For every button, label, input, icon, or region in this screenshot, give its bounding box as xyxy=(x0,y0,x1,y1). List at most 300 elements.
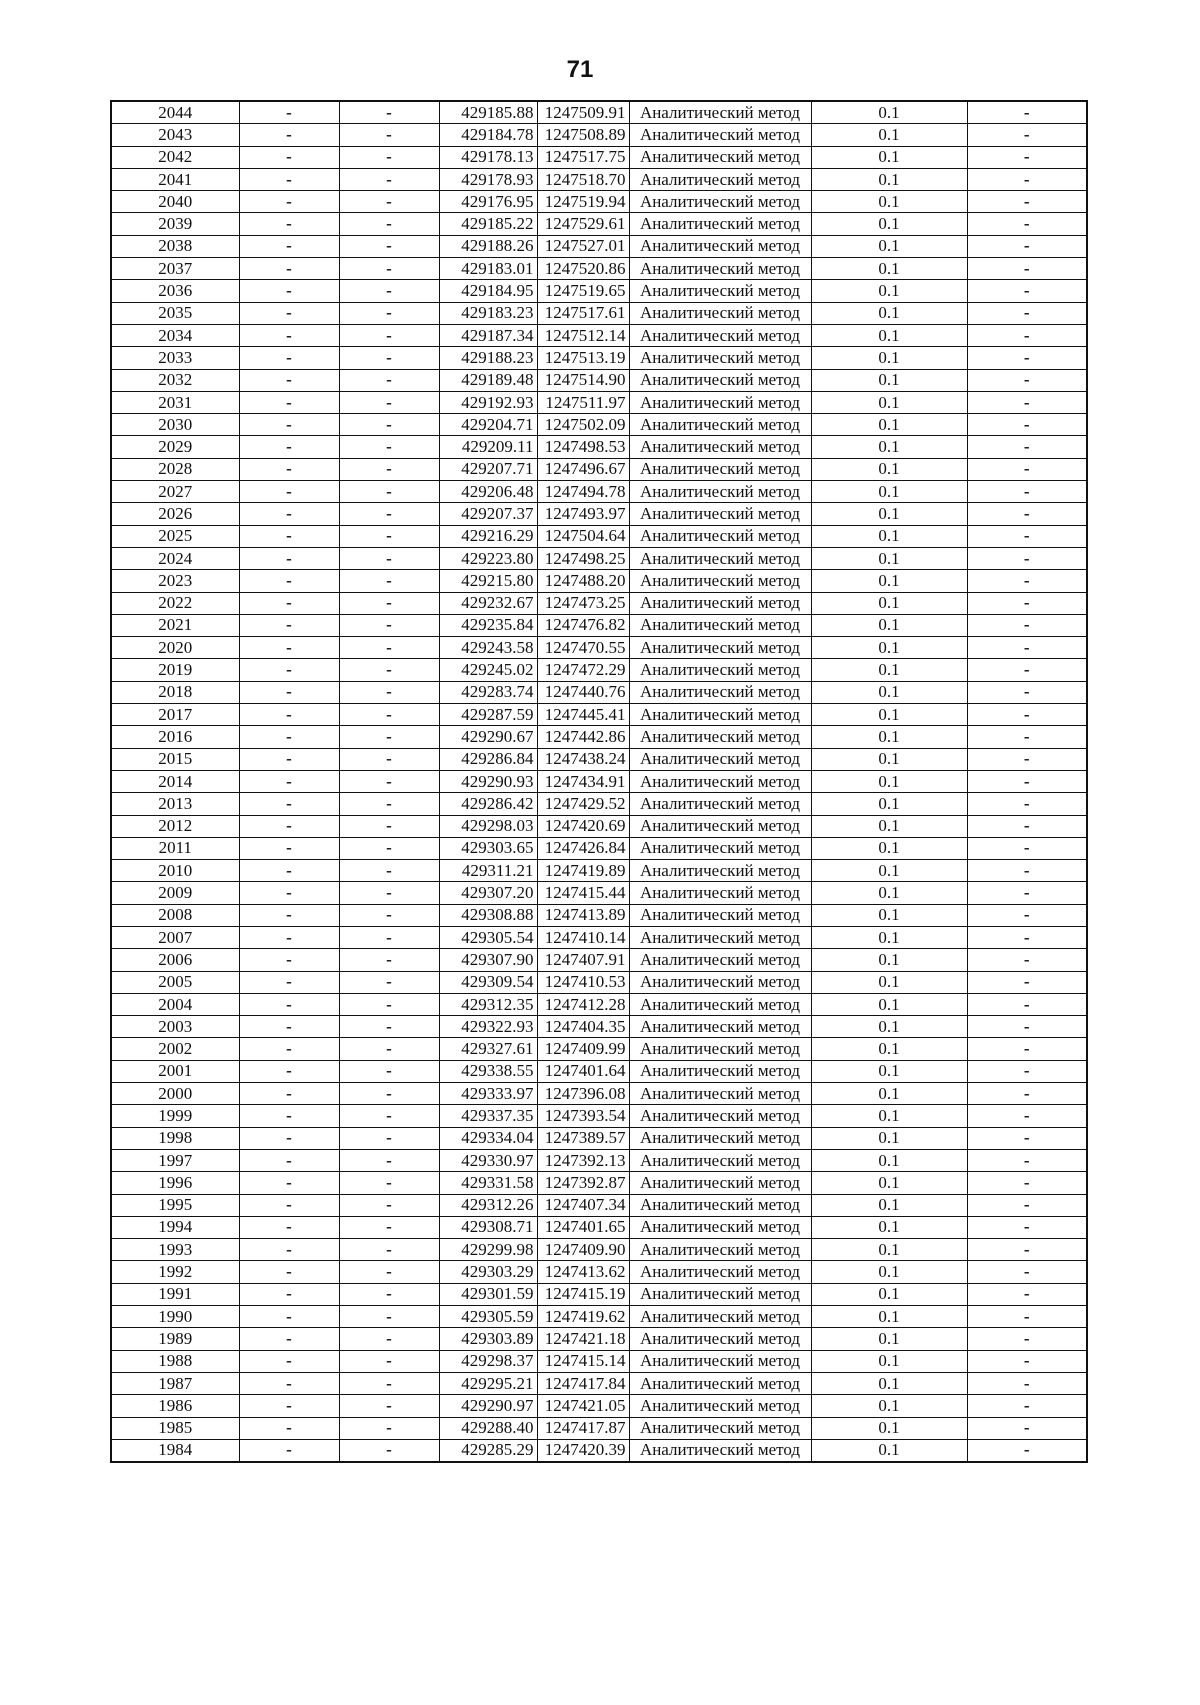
empty-dash-cell: - xyxy=(339,882,439,904)
empty-dash-cell: - xyxy=(339,391,439,413)
method-cell: Аналитический метод xyxy=(629,481,811,503)
empty-dash-cell: - xyxy=(967,704,1087,726)
coordinate-x-cell: 429223.80 xyxy=(439,547,537,569)
accuracy-cell: 0.1 xyxy=(811,1350,967,1372)
coordinate-y-cell: 1247412.28 xyxy=(537,993,629,1015)
method-cell: Аналитический метод xyxy=(629,971,811,993)
table-row xyxy=(111,1372,1087,1394)
table-row xyxy=(111,659,1087,681)
empty-dash-cell: - xyxy=(967,1328,1087,1350)
empty-dash-cell: - xyxy=(967,369,1087,391)
empty-dash-cell: - xyxy=(967,146,1087,168)
coordinate-x-cell: 429286.42 xyxy=(439,793,537,815)
empty-dash-cell: - xyxy=(339,659,439,681)
coordinate-y-cell: 1247421.05 xyxy=(537,1395,629,1417)
empty-dash-cell: - xyxy=(339,837,439,859)
empty-dash-cell: - xyxy=(239,592,339,614)
empty-dash-cell: - xyxy=(967,659,1087,681)
empty-dash-cell: - xyxy=(239,1172,339,1194)
coordinate-x-cell: 429188.23 xyxy=(439,347,537,369)
table-row xyxy=(111,213,1087,235)
accuracy-cell: 0.1 xyxy=(811,993,967,1015)
coordinate-x-cell: 429338.55 xyxy=(439,1060,537,1082)
empty-dash-cell: - xyxy=(339,1105,439,1127)
method-cell: Аналитический метод xyxy=(629,1172,811,1194)
table-row xyxy=(111,748,1087,770)
coordinate-x-cell: 429184.78 xyxy=(439,124,537,146)
empty-dash-cell: - xyxy=(967,1083,1087,1105)
coordinate-y-cell: 1247434.91 xyxy=(537,770,629,792)
empty-dash-cell: - xyxy=(239,570,339,592)
empty-dash-cell: - xyxy=(339,235,439,257)
empty-dash-cell: - xyxy=(339,280,439,302)
method-cell: Аналитический метод xyxy=(629,1216,811,1238)
empty-dash-cell: - xyxy=(239,1216,339,1238)
empty-dash-cell: - xyxy=(967,1194,1087,1216)
empty-dash-cell: - xyxy=(239,1127,339,1149)
accuracy-cell: 0.1 xyxy=(811,280,967,302)
method-cell: Аналитический метод xyxy=(629,1306,811,1328)
point-number-cell: 2033 xyxy=(111,347,239,369)
empty-dash-cell: - xyxy=(967,592,1087,614)
point-number-cell: 2042 xyxy=(111,146,239,168)
accuracy-cell: 0.1 xyxy=(811,168,967,190)
empty-dash-cell: - xyxy=(967,1417,1087,1439)
method-cell: Аналитический метод xyxy=(629,882,811,904)
coordinate-y-cell: 1247419.89 xyxy=(537,860,629,882)
empty-dash-cell: - xyxy=(967,280,1087,302)
empty-dash-cell: - xyxy=(339,347,439,369)
table-row xyxy=(111,1283,1087,1305)
empty-dash-cell: - xyxy=(239,860,339,882)
point-number-cell: 2017 xyxy=(111,704,239,726)
point-number-cell: 2019 xyxy=(111,659,239,681)
coordinate-x-cell: 429311.21 xyxy=(439,860,537,882)
accuracy-cell: 0.1 xyxy=(811,1194,967,1216)
table-row xyxy=(111,481,1087,503)
accuracy-cell: 0.1 xyxy=(811,1038,967,1060)
empty-dash-cell: - xyxy=(239,1038,339,1060)
method-cell: Аналитический метод xyxy=(629,1283,811,1305)
table-row xyxy=(111,614,1087,636)
accuracy-cell: 0.1 xyxy=(811,369,967,391)
table-row xyxy=(111,503,1087,525)
empty-dash-cell: - xyxy=(967,191,1087,213)
method-cell: Аналитический метод xyxy=(629,369,811,391)
table-row xyxy=(111,860,1087,882)
point-number-cell: 1990 xyxy=(111,1306,239,1328)
method-cell: Аналитический метод xyxy=(629,168,811,190)
coordinate-x-cell: 429298.03 xyxy=(439,815,537,837)
empty-dash-cell: - xyxy=(239,503,339,525)
empty-dash-cell: - xyxy=(339,1283,439,1305)
coordinates-table xyxy=(110,100,1088,1463)
empty-dash-cell: - xyxy=(967,547,1087,569)
coordinate-y-cell: 1247445.41 xyxy=(537,704,629,726)
table-row xyxy=(111,1172,1087,1194)
point-number-cell: 1998 xyxy=(111,1127,239,1149)
table-row xyxy=(111,191,1087,213)
coordinates-table-wrapper xyxy=(110,100,1088,1463)
table-row xyxy=(111,1038,1087,1060)
accuracy-cell: 0.1 xyxy=(811,704,967,726)
accuracy-cell: 0.1 xyxy=(811,1083,967,1105)
accuracy-cell: 0.1 xyxy=(811,302,967,324)
accuracy-cell: 0.1 xyxy=(811,1328,967,1350)
coordinate-x-cell: 429216.29 xyxy=(439,525,537,547)
coordinate-y-cell: 1247393.54 xyxy=(537,1105,629,1127)
coordinate-x-cell: 429183.01 xyxy=(439,258,537,280)
coordinate-x-cell: 429178.93 xyxy=(439,168,537,190)
method-cell: Аналитический метод xyxy=(629,235,811,257)
empty-dash-cell: - xyxy=(967,949,1087,971)
method-cell: Аналитический метод xyxy=(629,258,811,280)
empty-dash-cell: - xyxy=(967,1216,1087,1238)
coordinate-x-cell: 429322.93 xyxy=(439,1016,537,1038)
point-number-cell: 1995 xyxy=(111,1194,239,1216)
empty-dash-cell: - xyxy=(239,681,339,703)
coordinate-x-cell: 429283.74 xyxy=(439,681,537,703)
table-row xyxy=(111,882,1087,904)
empty-dash-cell: - xyxy=(339,949,439,971)
coordinate-y-cell: 1247442.86 xyxy=(537,726,629,748)
empty-dash-cell: - xyxy=(967,971,1087,993)
coordinate-y-cell: 1247415.44 xyxy=(537,882,629,904)
point-number-cell: 2024 xyxy=(111,547,239,569)
accuracy-cell: 0.1 xyxy=(811,1372,967,1394)
empty-dash-cell: - xyxy=(339,1083,439,1105)
empty-dash-cell: - xyxy=(339,1306,439,1328)
table-row xyxy=(111,1439,1087,1462)
point-number-cell: 1997 xyxy=(111,1149,239,1171)
empty-dash-cell: - xyxy=(339,815,439,837)
empty-dash-cell: - xyxy=(239,1060,339,1082)
point-number-cell: 2008 xyxy=(111,904,239,926)
coordinate-y-cell: 1247529.61 xyxy=(537,213,629,235)
coordinate-y-cell: 1247476.82 xyxy=(537,614,629,636)
empty-dash-cell: - xyxy=(339,1328,439,1350)
coordinate-y-cell: 1247498.53 xyxy=(537,436,629,458)
coordinate-x-cell: 429305.59 xyxy=(439,1306,537,1328)
accuracy-cell: 0.1 xyxy=(811,1149,967,1171)
empty-dash-cell: - xyxy=(239,1083,339,1105)
point-number-cell: 2041 xyxy=(111,168,239,190)
coordinate-y-cell: 1247409.99 xyxy=(537,1038,629,1060)
point-number-cell: 2018 xyxy=(111,681,239,703)
accuracy-cell: 0.1 xyxy=(811,1239,967,1261)
empty-dash-cell: - xyxy=(239,637,339,659)
empty-dash-cell: - xyxy=(239,258,339,280)
coordinate-x-cell: 429305.54 xyxy=(439,926,537,948)
table-row xyxy=(111,1194,1087,1216)
method-cell: Аналитический метод xyxy=(629,391,811,413)
empty-dash-cell: - xyxy=(967,770,1087,792)
method-cell: Аналитический метод xyxy=(629,860,811,882)
accuracy-cell: 0.1 xyxy=(811,436,967,458)
empty-dash-cell: - xyxy=(339,525,439,547)
point-number-cell: 2031 xyxy=(111,391,239,413)
empty-dash-cell: - xyxy=(339,1350,439,1372)
accuracy-cell: 0.1 xyxy=(811,1060,967,1082)
method-cell: Аналитический метод xyxy=(629,614,811,636)
empty-dash-cell: - xyxy=(339,481,439,503)
empty-dash-cell: - xyxy=(967,101,1087,124)
coordinate-y-cell: 1247494.78 xyxy=(537,481,629,503)
method-cell: Аналитический метод xyxy=(629,1038,811,1060)
method-cell: Аналитический метод xyxy=(629,570,811,592)
method-cell: Аналитический метод xyxy=(629,904,811,926)
empty-dash-cell: - xyxy=(967,1105,1087,1127)
empty-dash-cell: - xyxy=(339,860,439,882)
method-cell: Аналитический метод xyxy=(629,280,811,302)
empty-dash-cell: - xyxy=(239,614,339,636)
empty-dash-cell: - xyxy=(239,414,339,436)
empty-dash-cell: - xyxy=(239,101,339,124)
empty-dash-cell: - xyxy=(339,793,439,815)
empty-dash-cell: - xyxy=(339,1417,439,1439)
table-row xyxy=(111,971,1087,993)
accuracy-cell: 0.1 xyxy=(811,235,967,257)
point-number-cell: 2021 xyxy=(111,614,239,636)
coordinate-y-cell: 1247440.76 xyxy=(537,681,629,703)
coordinate-y-cell: 1247519.65 xyxy=(537,280,629,302)
accuracy-cell: 0.1 xyxy=(811,414,967,436)
coordinate-y-cell: 1247429.52 xyxy=(537,793,629,815)
empty-dash-cell: - xyxy=(967,860,1087,882)
table-row xyxy=(111,770,1087,792)
empty-dash-cell: - xyxy=(339,1239,439,1261)
coordinate-x-cell: 429285.29 xyxy=(439,1439,537,1462)
coordinate-x-cell: 429290.93 xyxy=(439,770,537,792)
empty-dash-cell: - xyxy=(339,1216,439,1238)
empty-dash-cell: - xyxy=(339,1372,439,1394)
method-cell: Аналитический метод xyxy=(629,1127,811,1149)
table-row xyxy=(111,949,1087,971)
empty-dash-cell: - xyxy=(339,146,439,168)
coordinate-y-cell: 1247493.97 xyxy=(537,503,629,525)
empty-dash-cell: - xyxy=(967,748,1087,770)
coordinate-y-cell: 1247509.91 xyxy=(537,101,629,124)
method-cell: Аналитический метод xyxy=(629,458,811,480)
coordinate-x-cell: 429288.40 xyxy=(439,1417,537,1439)
method-cell: Аналитический метод xyxy=(629,1016,811,1038)
table-row xyxy=(111,280,1087,302)
empty-dash-cell: - xyxy=(967,993,1087,1015)
coordinate-x-cell: 429327.61 xyxy=(439,1038,537,1060)
coordinate-y-cell: 1247415.19 xyxy=(537,1283,629,1305)
table-row xyxy=(111,458,1087,480)
table-row xyxy=(111,904,1087,926)
method-cell: Аналитический метод xyxy=(629,637,811,659)
coordinate-x-cell: 429333.97 xyxy=(439,1083,537,1105)
point-number-cell: 2027 xyxy=(111,481,239,503)
table-row xyxy=(111,726,1087,748)
point-number-cell: 2015 xyxy=(111,748,239,770)
table-row xyxy=(111,324,1087,346)
point-number-cell: 1985 xyxy=(111,1417,239,1439)
empty-dash-cell: - xyxy=(239,882,339,904)
point-number-cell: 2014 xyxy=(111,770,239,792)
method-cell: Аналитический метод xyxy=(629,1261,811,1283)
empty-dash-cell: - xyxy=(239,949,339,971)
empty-dash-cell: - xyxy=(239,1328,339,1350)
empty-dash-cell: - xyxy=(967,614,1087,636)
accuracy-cell: 0.1 xyxy=(811,793,967,815)
empty-dash-cell: - xyxy=(967,1038,1087,1060)
coordinate-y-cell: 1247401.65 xyxy=(537,1216,629,1238)
empty-dash-cell: - xyxy=(967,302,1087,324)
table-row xyxy=(111,1239,1087,1261)
method-cell: Аналитический метод xyxy=(629,525,811,547)
coordinate-y-cell: 1247513.19 xyxy=(537,347,629,369)
table-row xyxy=(111,993,1087,1015)
empty-dash-cell: - xyxy=(239,280,339,302)
table-row xyxy=(111,391,1087,413)
method-cell: Аналитический метод xyxy=(629,213,811,235)
accuracy-cell: 0.1 xyxy=(811,614,967,636)
empty-dash-cell: - xyxy=(239,926,339,948)
coordinate-x-cell: 429287.59 xyxy=(439,704,537,726)
empty-dash-cell: - xyxy=(239,302,339,324)
table-row xyxy=(111,1016,1087,1038)
accuracy-cell: 0.1 xyxy=(811,637,967,659)
accuracy-cell: 0.1 xyxy=(811,391,967,413)
coordinate-y-cell: 1247409.90 xyxy=(537,1239,629,1261)
coordinate-x-cell: 429207.37 xyxy=(439,503,537,525)
coordinate-x-cell: 429183.23 xyxy=(439,302,537,324)
point-number-cell: 2004 xyxy=(111,993,239,1015)
table-row xyxy=(111,592,1087,614)
empty-dash-cell: - xyxy=(239,324,339,346)
method-cell: Аналитический метод xyxy=(629,1083,811,1105)
coordinate-x-cell: 429184.95 xyxy=(439,280,537,302)
empty-dash-cell: - xyxy=(967,726,1087,748)
coordinate-x-cell: 429204.71 xyxy=(439,414,537,436)
empty-dash-cell: - xyxy=(967,258,1087,280)
method-cell: Аналитический метод xyxy=(629,436,811,458)
coordinate-x-cell: 429187.34 xyxy=(439,324,537,346)
empty-dash-cell: - xyxy=(239,124,339,146)
point-number-cell: 1991 xyxy=(111,1283,239,1305)
table-row xyxy=(111,570,1087,592)
coordinate-y-cell: 1247404.35 xyxy=(537,1016,629,1038)
table-row xyxy=(111,235,1087,257)
method-cell: Аналитический метод xyxy=(629,414,811,436)
point-number-cell: 2034 xyxy=(111,324,239,346)
empty-dash-cell: - xyxy=(239,436,339,458)
empty-dash-cell: - xyxy=(339,503,439,525)
method-cell: Аналитический метод xyxy=(629,1417,811,1439)
empty-dash-cell: - xyxy=(239,1283,339,1305)
accuracy-cell: 0.1 xyxy=(811,258,967,280)
empty-dash-cell: - xyxy=(967,347,1087,369)
accuracy-cell: 0.1 xyxy=(811,1395,967,1417)
accuracy-cell: 0.1 xyxy=(811,1216,967,1238)
accuracy-cell: 0.1 xyxy=(811,1127,967,1149)
coordinate-y-cell: 1247514.90 xyxy=(537,369,629,391)
empty-dash-cell: - xyxy=(967,1306,1087,1328)
coordinate-y-cell: 1247527.01 xyxy=(537,235,629,257)
accuracy-cell: 0.1 xyxy=(811,971,967,993)
empty-dash-cell: - xyxy=(967,436,1087,458)
empty-dash-cell: - xyxy=(239,837,339,859)
accuracy-cell: 0.1 xyxy=(811,481,967,503)
empty-dash-cell: - xyxy=(967,124,1087,146)
page-number: 71 xyxy=(566,56,594,83)
empty-dash-cell: - xyxy=(967,414,1087,436)
empty-dash-cell: - xyxy=(239,1350,339,1372)
accuracy-cell: 0.1 xyxy=(811,458,967,480)
accuracy-cell: 0.1 xyxy=(811,213,967,235)
table-row xyxy=(111,258,1087,280)
method-cell: Аналитический метод xyxy=(629,993,811,1015)
empty-dash-cell: - xyxy=(339,926,439,948)
accuracy-cell: 0.1 xyxy=(811,726,967,748)
table-body xyxy=(111,101,1087,1462)
empty-dash-cell: - xyxy=(967,1395,1087,1417)
empty-dash-cell: - xyxy=(239,547,339,569)
table-row xyxy=(111,124,1087,146)
method-cell: Аналитический метод xyxy=(629,949,811,971)
empty-dash-cell: - xyxy=(239,1395,339,1417)
empty-dash-cell: - xyxy=(239,146,339,168)
coordinate-x-cell: 429192.93 xyxy=(439,391,537,413)
coordinate-x-cell: 429337.35 xyxy=(439,1105,537,1127)
empty-dash-cell: - xyxy=(339,592,439,614)
method-cell: Аналитический метод xyxy=(629,503,811,525)
table-row xyxy=(111,1127,1087,1149)
point-number-cell: 1992 xyxy=(111,1261,239,1283)
table-row xyxy=(111,637,1087,659)
point-number-cell: 2010 xyxy=(111,860,239,882)
table-row xyxy=(111,704,1087,726)
empty-dash-cell: - xyxy=(239,704,339,726)
point-number-cell: 2039 xyxy=(111,213,239,235)
coordinate-y-cell: 1247473.25 xyxy=(537,592,629,614)
empty-dash-cell: - xyxy=(339,681,439,703)
empty-dash-cell: - xyxy=(339,213,439,235)
empty-dash-cell: - xyxy=(339,1395,439,1417)
empty-dash-cell: - xyxy=(967,637,1087,659)
empty-dash-cell: - xyxy=(339,258,439,280)
point-number-cell: 2007 xyxy=(111,926,239,948)
table-row xyxy=(111,414,1087,436)
method-cell: Аналитический метод xyxy=(629,1149,811,1171)
point-number-cell: 2012 xyxy=(111,815,239,837)
empty-dash-cell: - xyxy=(239,235,339,257)
empty-dash-cell: - xyxy=(339,101,439,124)
table-row xyxy=(111,369,1087,391)
empty-dash-cell: - xyxy=(967,926,1087,948)
coordinate-x-cell: 429286.84 xyxy=(439,748,537,770)
empty-dash-cell: - xyxy=(339,124,439,146)
empty-dash-cell: - xyxy=(339,1172,439,1194)
empty-dash-cell: - xyxy=(967,570,1087,592)
point-number-cell: 2011 xyxy=(111,837,239,859)
empty-dash-cell: - xyxy=(339,704,439,726)
coordinate-y-cell: 1247417.87 xyxy=(537,1417,629,1439)
coordinate-y-cell: 1247421.18 xyxy=(537,1328,629,1350)
empty-dash-cell: - xyxy=(339,570,439,592)
coordinate-x-cell: 429308.88 xyxy=(439,904,537,926)
empty-dash-cell: - xyxy=(239,1105,339,1127)
accuracy-cell: 0.1 xyxy=(811,770,967,792)
point-number-cell: 1988 xyxy=(111,1350,239,1372)
table-row xyxy=(111,837,1087,859)
coordinate-y-cell: 1247496.67 xyxy=(537,458,629,480)
empty-dash-cell: - xyxy=(967,681,1087,703)
empty-dash-cell: - xyxy=(239,815,339,837)
